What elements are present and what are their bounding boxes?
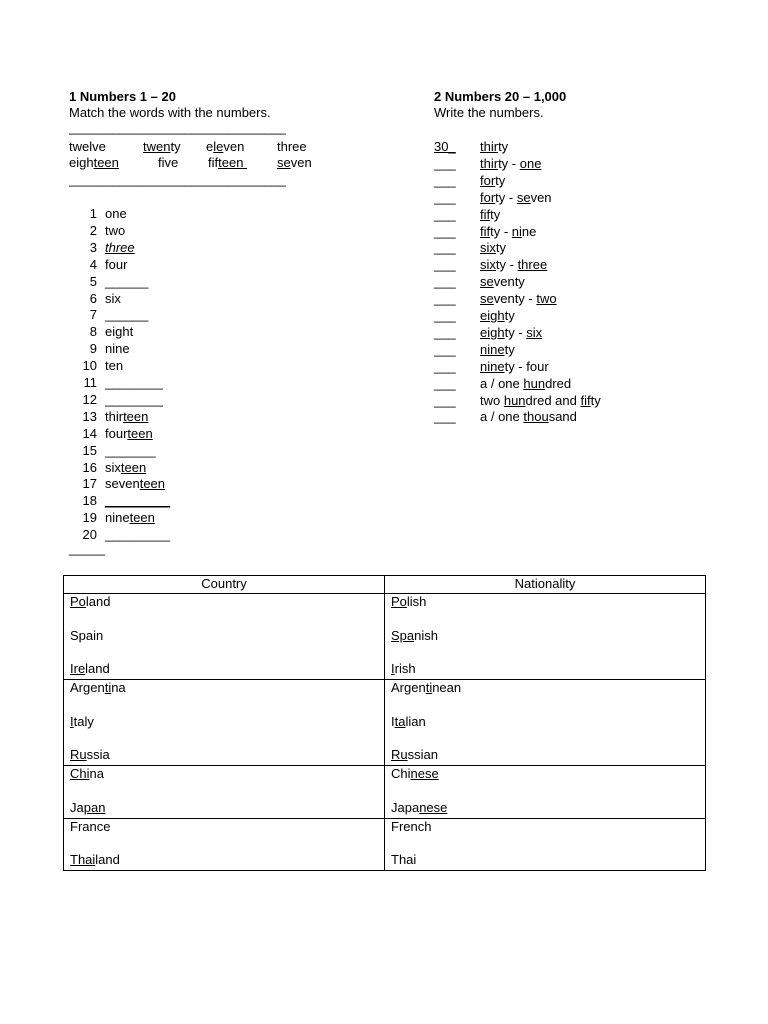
nationality-name: Argentinean — [391, 680, 462, 695]
answer-blank: ___ — [434, 308, 456, 323]
answer-blank: ___ — [434, 358, 456, 374]
number-label: 3 — [89, 239, 97, 255]
number-word: seventy - two — [480, 291, 557, 307]
section1-title: 1 Numbers 1 – 20 — [69, 89, 176, 104]
number-label: 11 — [83, 375, 97, 390]
table-row — [64, 818, 706, 871]
answer-blank: 30_ — [434, 139, 456, 154]
number-label: 9 — [89, 341, 97, 357]
number-label: 1 — [89, 206, 97, 221]
number-item — [69, 291, 121, 307]
number-item — [69, 324, 133, 340]
section2-title: 2 Numbers 20 – 1,000 — [434, 89, 567, 104]
number-label: 16 — [82, 459, 97, 475]
number-word: two hundred and fifty — [480, 392, 601, 408]
number-item — [69, 375, 163, 391]
rule-bottom: ______________________________ — [69, 172, 286, 187]
country-name: China — [70, 766, 104, 781]
number-word: six — [105, 290, 121, 306]
number-word: ______ — [105, 273, 149, 289]
tens-item — [434, 190, 552, 206]
nationality-name: Polish — [391, 594, 427, 609]
number-item — [69, 409, 148, 425]
number-word: a / one hundred — [480, 375, 572, 391]
number-word: ________ — [105, 375, 163, 390]
number-word: sixty - three — [480, 257, 548, 273]
number-item — [69, 358, 123, 374]
header-country: Country — [64, 576, 385, 594]
answer-blank: ___ — [434, 189, 456, 205]
number-word: seventy — [480, 274, 525, 290]
number-item — [69, 223, 125, 239]
trailing-blank: _____ — [69, 541, 106, 556]
number-item — [69, 476, 165, 492]
number-item — [69, 510, 155, 526]
number-word: fifty - nine — [480, 223, 537, 239]
number-label: 15 — [82, 442, 97, 458]
country-name: Japan — [70, 799, 106, 815]
number-word: forty — [480, 172, 506, 188]
word-seven: seven — [277, 155, 312, 170]
tens-item — [434, 207, 500, 223]
nationality-name: Chinese — [391, 766, 439, 781]
number-word: ten — [105, 358, 124, 374]
tens-item — [434, 240, 506, 256]
table-row — [64, 680, 706, 766]
country-nationality-table — [63, 575, 706, 871]
number-word: two — [105, 222, 126, 238]
number-item — [69, 493, 170, 509]
number-label: 4 — [89, 256, 97, 272]
country-name: Poland — [70, 594, 111, 609]
country-name: Russia — [70, 747, 110, 762]
tens-item — [434, 393, 601, 409]
section2-instruction: Write the numbers. — [434, 105, 544, 120]
answer-blank: ___ — [434, 240, 456, 256]
number-label: 5 — [89, 273, 97, 289]
answer-blank: ___ — [434, 375, 456, 391]
tens-item — [434, 409, 577, 425]
table-row — [64, 594, 706, 680]
number-word: eighty — [480, 308, 515, 323]
number-word: four — [105, 256, 128, 272]
number-word: ninety - four — [480, 358, 549, 374]
country-name: Italy — [70, 713, 94, 729]
number-item — [69, 443, 156, 459]
number-item — [69, 307, 148, 323]
number-label: 10 — [82, 358, 97, 374]
answer-blank: ___ — [434, 324, 456, 340]
word-twenty: twenty — [143, 139, 181, 154]
nationality-cell — [385, 766, 706, 819]
answer-blank: ___ — [434, 223, 456, 239]
number-label: 17 — [82, 476, 97, 492]
number-word: fifty — [480, 206, 501, 222]
section1-instruction: Match the words with the numbers. — [69, 105, 271, 120]
country-name: Thailand — [70, 852, 120, 867]
tens-item — [434, 325, 542, 341]
nationality-name: Irish — [391, 661, 416, 676]
number-item — [69, 341, 130, 357]
tens-item — [434, 257, 547, 273]
tens-item — [434, 359, 549, 375]
number-label: 13 — [82, 408, 97, 424]
number-label: 6 — [89, 290, 97, 306]
answer-blank: ___ — [434, 155, 456, 171]
answer-blank: ___ — [434, 409, 456, 425]
rule-top: ______________________________ — [69, 120, 286, 135]
country-cell — [64, 680, 385, 766]
number-label: 8 — [89, 324, 97, 340]
number-label: 12 — [82, 391, 97, 407]
number-label: 20 — [82, 527, 97, 543]
number-word: ______ — [105, 307, 149, 323]
number-word: eight — [105, 324, 134, 340]
answer-blank: ___ — [434, 341, 456, 357]
word-five: five — [158, 155, 179, 170]
country-cell — [64, 766, 385, 819]
nationality-name: Japanese — [391, 799, 448, 815]
answer-blank: ___ — [434, 274, 456, 290]
number-label: 19 — [82, 510, 97, 526]
number-word: _________ — [105, 527, 171, 543]
number-word: thirty — [480, 139, 509, 154]
number-item — [69, 426, 153, 442]
country-name: Ireland — [70, 661, 110, 676]
number-word: sixteen — [105, 459, 147, 475]
word-three: three — [277, 139, 307, 154]
tens-item — [434, 308, 515, 324]
country-cell — [64, 594, 385, 680]
number-item — [69, 257, 127, 273]
number-label: 18 — [82, 493, 97, 509]
tens-item — [434, 342, 515, 358]
number-item — [69, 206, 127, 222]
answer-blank: ___ — [434, 172, 456, 188]
number-label: 14 — [82, 425, 97, 441]
number-word: a / one thousand — [480, 409, 577, 425]
number-item — [69, 460, 146, 476]
nationality-cell — [385, 680, 706, 766]
word-twelve: twelve — [69, 139, 106, 154]
tens-item — [434, 173, 505, 189]
tens-item — [434, 139, 508, 155]
number-word: forty - seven — [480, 189, 552, 205]
number-item — [69, 240, 135, 256]
number-word: thirty - one — [480, 155, 542, 171]
number-item — [69, 274, 148, 290]
answer-blank: ___ — [434, 206, 456, 222]
number-word: three — [105, 239, 135, 255]
tens-item — [434, 224, 536, 240]
number-word: nine — [105, 341, 130, 357]
nationality-name: Thai — [391, 852, 417, 867]
word-eleven: eleven — [206, 139, 245, 154]
nationality-name: French — [391, 818, 432, 834]
number-word: ninety — [480, 341, 515, 357]
tens-item — [434, 156, 541, 172]
country-name: Spain — [70, 627, 104, 643]
number-word: seventeen — [105, 476, 166, 492]
number-label: 2 — [89, 222, 97, 238]
number-word: fourteen — [105, 425, 153, 441]
number-word: nineteen — [105, 510, 155, 526]
number-word: _________ — [105, 493, 171, 509]
word-fifteen: fifteen — [208, 155, 248, 170]
tens-item — [434, 291, 557, 307]
header-nationality: Nationality — [385, 576, 706, 594]
number-word: thirteen — [105, 408, 149, 424]
tens-item — [434, 376, 571, 392]
tens-item — [434, 274, 525, 290]
nationality-name: Italian — [391, 713, 426, 729]
nationality-name: Spanish — [391, 627, 438, 643]
number-item — [69, 392, 163, 408]
number-word: sixty — [480, 240, 507, 256]
table-row — [64, 766, 706, 819]
word-eighteen: eighteen — [69, 155, 119, 170]
answer-blank: ___ — [434, 392, 456, 408]
country-name: Argentina — [70, 680, 126, 695]
number-word: _______ — [105, 442, 156, 458]
number-word: ________ — [105, 391, 163, 407]
country-cell — [64, 818, 385, 871]
number-word: one — [105, 206, 127, 221]
number-label: 7 — [89, 307, 97, 323]
nationality-name: Russian — [391, 747, 438, 762]
nationality-cell — [385, 594, 706, 680]
answer-blank: ___ — [434, 291, 456, 307]
country-name: France — [70, 818, 111, 834]
nationality-cell — [385, 818, 706, 871]
number-word: eighty - six — [480, 324, 543, 340]
answer-blank: ___ — [434, 257, 456, 273]
